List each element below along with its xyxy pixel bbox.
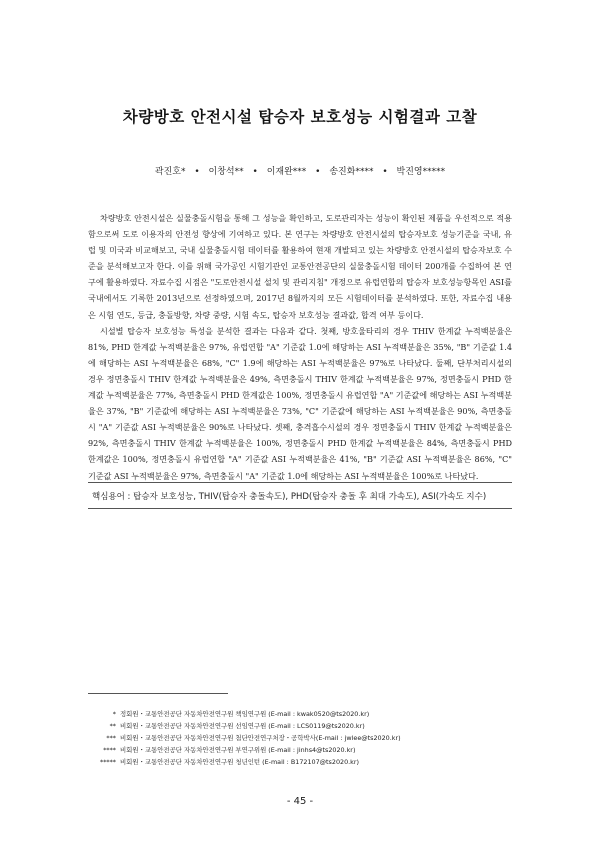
author-separator: • — [252, 167, 258, 177]
footnote-2 — [92, 720, 512, 732]
footnote-4 — [92, 744, 512, 756]
footnote-text: 비회원・교통안전공단 자동차안전연구원 청년인턴 (E-mail : B172107@ts2020.kr) — [120, 758, 359, 767]
footnote-mark: **** — [103, 746, 116, 755]
author-2: 이창석** — [208, 167, 244, 177]
author-3: 이재완*** — [266, 167, 307, 177]
footnote-1 — [92, 708, 512, 720]
page-number: - 45 - — [286, 796, 314, 807]
author-separator: • — [315, 167, 321, 177]
footnote-text: 정회원・교통안전공단 자동차안전연구원 책임연구원 (E-mail : kwak0520@ts2020.kr) — [120, 710, 370, 718]
author-separator: • — [382, 167, 388, 177]
footnote-mark: * — [112, 710, 116, 718]
footnote-text: 비회원・교통안전공단 자동차안전연구원 선임연구원 (E-mail : LCS0119@ts2020.kr) — [120, 722, 365, 731]
footnote-mark: ***** — [100, 758, 116, 767]
author-1: 곽진호* — [154, 167, 186, 177]
keywords-top-rule — [88, 482, 512, 483]
abstract-paragraph-2: 시설별 탑승자 보호성능 특성을 분석한 결과는 다음과 같다. 첫째, 방호울타리의 경우 THIV 한계값 누적백분율은 81%, PHD 한계값 누적백분율은 97%, 유럽연합 "A" 기준값 1.0에 해당하는 ASI 누적백분율은 35%, "B" 기준값 1.4에 해당하는 ASI 누적백분율은 68%, "C" 1.9에 해당하는 ASI 누적백분율은 97%로 나타났다. 둘째, 단부처리시설의 경우 정면충돌시 THIV 한계값 누적백분율은 49%, 측면충돌시 THIV 한계값 누적백분율은 97%, 정면충돌시 PHD 한계값 누적백분율은 77%, 측면충돌시 PHD 한계값은 100%, 정면충돌시 유럽연합 "A" 기준값에 해당하는 ASI 누적백분율은 37%, "B" 기준값에 해당하는 ASI 누적백분율은 73%, "C" 기준값에 해당하는 ASI 누적백분율은 90%, 측면충돌시 "A" 기준값 ASI 누적백분율은 90%로 나타났다. 셋째, 충격흡수시설의 경우 정면충돌시 THIV 한계값 누적백분율은 92%, 측면충돌시 THIV 한계값 누적백분율은 100%, 정면충돌시 PHD 한계값 누적백분율은 84%, 측면충돌시 PHD 한계값은 100%, 정면충돌시 유럽연합 "A" 기준값 ASI 누적백분율은 41%, "B" 기준값 ASI 누적백분율은 86%, "C" 기준값 ASI 누적백분율은 97%, 측면충돌시 "A" 기준값 1.0에 해당하는 ASI 누적백분율은 100%로 나타났다. — [88, 325, 512, 481]
author-separator: • — [194, 167, 200, 177]
author-5: 박진영***** — [396, 167, 446, 177]
footnote-rule — [88, 693, 228, 694]
author-4: 송진화**** — [329, 167, 374, 177]
footnote-mark: ** — [109, 722, 116, 731]
footnote-3 — [92, 732, 512, 744]
footnotes — [92, 708, 512, 768]
footnote-5 — [92, 756, 512, 768]
abstract-paragraph-1: 차량방호 안전시설은 실물충돌시험을 통해 그 성능을 확인하고, 도로관리자는 성능이 확인된 제품을 우선적으로 적용함으로써 도로 이용자의 안전성 향상에 기여하고 있다. 본 연구는 차량방호 안전시설의 탑승자보호 성능기준을 국내, 유럽 및 미국과 비교해보고, 국내 실물충돌시험 데이터를 활용하여 현재 개발되고 있는 차량방호 안전시설의 탑승자보호 수준을 분석해보고자 한다. 이를 위해 국가공인 시험기관인 교통안전공단의 실물충돌시험 데이터 200개를 수집하여 본 연구에 활용하였다. 자료수집 시점은 "도로안전시설 설치 및 관리지침" 개정으로 유럽연합의 탑승자 보호성능항목인 ASI를 국내에서도 기록한 2013년으로 선정하였으며, 2017년 8월까지의 모든 시험데이터를 분석하였다. 또한, 자료수집 내용은 시험 연도, 등급, 충돌방향, 차량 중량, 시험 속도, 탑승자 보호성능 결과값, 합격 여부 등이다. — [88, 213, 512, 320]
footnote-text: 비회원・교통안전공단 자동차안전연구원 첨단안전연구처장・공학박사(E-mail : jwlee@ts2020.kr) — [120, 734, 401, 743]
keywords-bottom-rule — [88, 508, 512, 509]
footnote-text: 비회원・교통안전공단 자동차안전연구원 부연구위원 (E-mail : jinhs4@ts2020.kr) — [120, 746, 356, 755]
paper-title: 차량방호 안전시설 탑승자 보호성능 시험결과 고찰 — [122, 108, 478, 126]
keywords: 핵심용어 : 탑승자 보호성능, THIV(탑승자 충돌속도), PHD(탑승자 충돌 후 최대 가속도), ASI(가속도 지수) — [92, 492, 487, 502]
author-line — [0, 164, 600, 177]
footnote-mark: *** — [106, 734, 116, 743]
abstract — [88, 210, 512, 484]
